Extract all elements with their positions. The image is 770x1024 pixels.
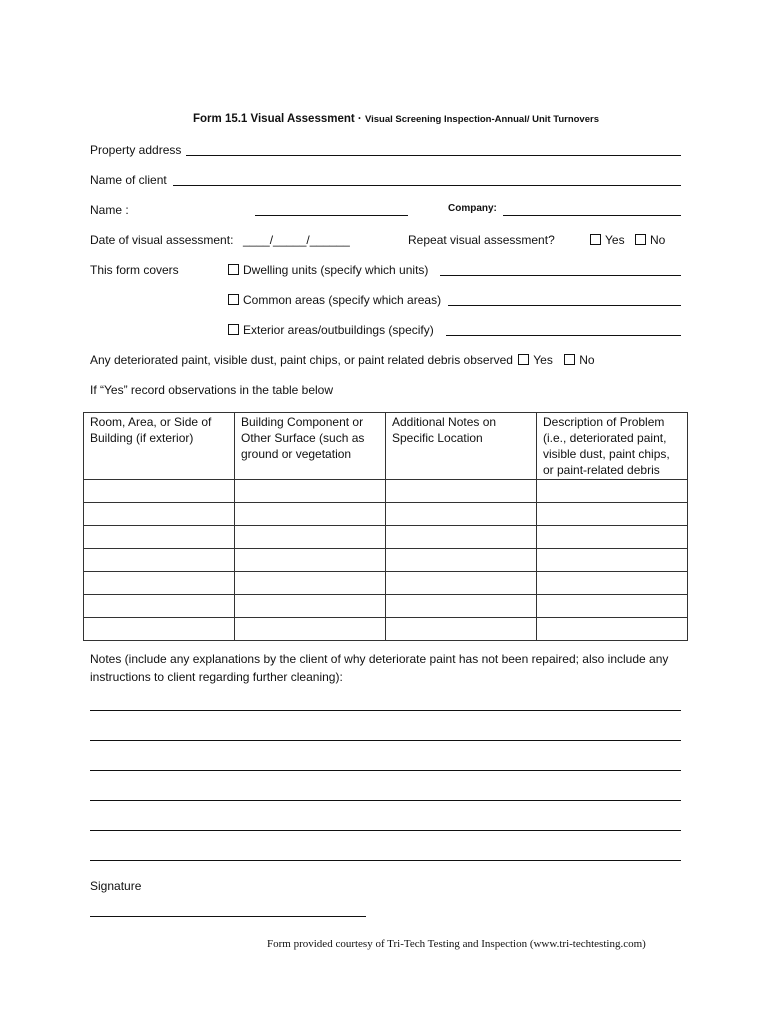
deteriorated-no-label: No: [579, 353, 595, 367]
client-name-label: Name of client: [90, 173, 167, 187]
notes-line[interactable]: [90, 710, 681, 711]
covers-label: This form covers: [90, 263, 179, 277]
deteriorated-no-checkbox[interactable]: [564, 354, 575, 365]
table-row: [84, 526, 688, 549]
table-cell[interactable]: [84, 549, 235, 572]
property-address-label: Property address: [90, 143, 182, 157]
table-cell[interactable]: [235, 503, 386, 526]
repeat-no-checkbox[interactable]: [635, 234, 646, 245]
table-cell[interactable]: [84, 595, 235, 618]
common-checkbox[interactable]: [228, 294, 239, 305]
company-field[interactable]: [503, 215, 681, 216]
table-cell[interactable]: [537, 595, 688, 618]
signature-label: Signature: [90, 879, 142, 893]
repeat-no-label: No: [650, 233, 666, 247]
table-row: [84, 595, 688, 618]
repeat-no-option[interactable]: [635, 233, 665, 247]
form-subtitle: Visual Screening Inspection-Annual/ Unit Turnovers: [364, 114, 599, 125]
header-building-component: Building Component or Other Surface (such as ground or vegetation: [235, 413, 386, 480]
table-body: [84, 480, 688, 641]
exterior-checkbox[interactable]: [228, 324, 239, 335]
table-instruction: If “Yes” record observations in the table below: [90, 383, 334, 397]
client-name-field[interactable]: [173, 185, 681, 186]
deteriorated-yes-label: Yes: [533, 353, 553, 367]
repeat-yes-label: Yes: [605, 233, 625, 247]
table-cell[interactable]: [235, 618, 386, 641]
dwelling-label: Dwelling units (specify which units): [243, 263, 429, 277]
common-label: Common areas (specify which areas): [243, 293, 442, 307]
table-cell[interactable]: [235, 572, 386, 595]
observations-table: [83, 412, 688, 641]
property-address-field[interactable]: [186, 155, 681, 156]
table-cell[interactable]: [537, 572, 688, 595]
notes-line[interactable]: [90, 740, 681, 741]
cover-option-common[interactable]: [228, 293, 441, 307]
deteriorated-question: [90, 353, 595, 367]
notes-line[interactable]: [90, 770, 681, 771]
table-row: [84, 549, 688, 572]
table-cell[interactable]: [386, 503, 537, 526]
deteriorated-question-text: Any deteriorated paint, visible dust, paint chips, or paint related debris observed: [90, 353, 513, 367]
footer-credit: Form provided courtesy of Tri-Tech Testing and Inspection (www.tri-techtesting.com): [267, 938, 646, 950]
date-field[interactable]: ____/_____/______: [243, 233, 350, 247]
name-field[interactable]: [255, 215, 408, 216]
table-cell[interactable]: [386, 618, 537, 641]
exterior-specify-field[interactable]: [446, 335, 681, 336]
header-room-area: Room, Area, or Side of Building (if exterior): [84, 413, 235, 480]
notes-line[interactable]: [90, 830, 681, 831]
table-cell[interactable]: [386, 526, 537, 549]
table-cell[interactable]: [537, 618, 688, 641]
table-cell[interactable]: [84, 480, 235, 503]
table-cell[interactable]: [235, 595, 386, 618]
date-label: Date of visual assessment:: [90, 233, 234, 247]
table-cell[interactable]: [235, 549, 386, 572]
table-cell[interactable]: [386, 549, 537, 572]
table-row: [84, 572, 688, 595]
table-cell[interactable]: [386, 480, 537, 503]
table-cell[interactable]: [84, 572, 235, 595]
dwelling-specify-field[interactable]: [440, 275, 681, 276]
notes-line[interactable]: [90, 860, 681, 861]
form-title: [193, 113, 599, 125]
repeat-yes-option[interactable]: [590, 233, 625, 247]
table-cell[interactable]: [84, 503, 235, 526]
table-cell[interactable]: [84, 618, 235, 641]
notes-line[interactable]: [90, 800, 681, 801]
table-row: [84, 618, 688, 641]
exterior-label: Exterior areas/outbuildings (specify): [243, 323, 434, 337]
notes-instruction: Notes (include any explanations by the client of why deteriorate paint has not been repaired; also include any instructions to client regarding further cleaning):: [90, 652, 669, 684]
table-cell[interactable]: [84, 526, 235, 549]
table-cell[interactable]: [235, 526, 386, 549]
table-cell[interactable]: [537, 503, 688, 526]
header-problem-description: Description of Problem (i.e., deteriorated paint, visible dust, paint chips, or paint-related debris: [537, 413, 688, 480]
table-cell[interactable]: [386, 595, 537, 618]
table-cell[interactable]: [537, 480, 688, 503]
table-cell[interactable]: [235, 480, 386, 503]
title-separator: ·: [354, 113, 365, 125]
table-cell[interactable]: [537, 526, 688, 549]
dwelling-checkbox[interactable]: [228, 264, 239, 275]
table-row: [84, 480, 688, 503]
signature-field[interactable]: [90, 916, 366, 917]
deteriorated-yes-checkbox[interactable]: [518, 354, 529, 365]
common-specify-field[interactable]: [448, 305, 681, 306]
table-row: [84, 503, 688, 526]
repeat-assessment-label: Repeat visual assessment?: [408, 233, 555, 247]
form-title-main: Form 15.1 Visual Assessment: [193, 113, 355, 125]
table-cell[interactable]: [386, 572, 537, 595]
table-cell[interactable]: [537, 549, 688, 572]
table-header-row: [84, 413, 688, 480]
repeat-yes-checkbox[interactable]: [590, 234, 601, 245]
header-additional-notes: Additional Notes on Specific Location: [386, 413, 537, 480]
cover-option-dwelling[interactable]: [228, 263, 428, 277]
name-label: Name :: [90, 203, 129, 217]
cover-option-exterior[interactable]: [228, 323, 434, 337]
company-label: Company:: [448, 203, 497, 214]
